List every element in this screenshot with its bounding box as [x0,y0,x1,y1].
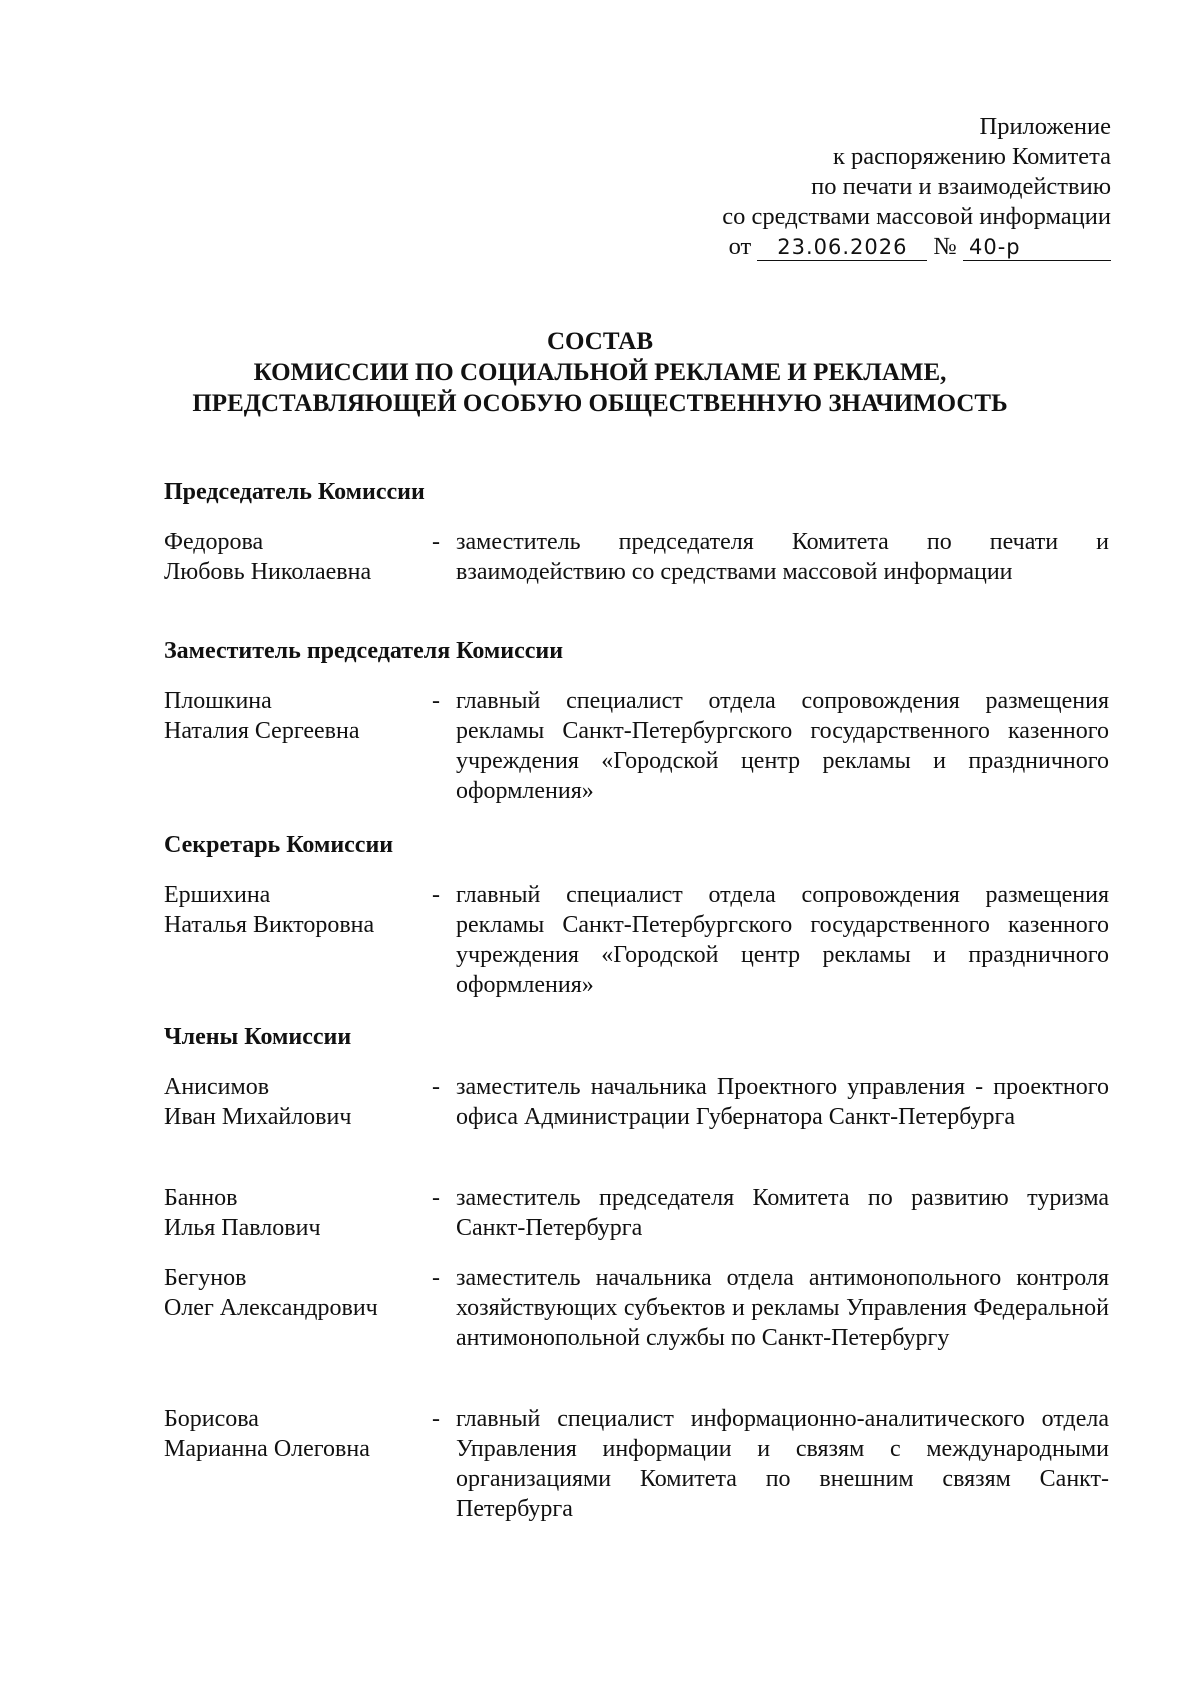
entry-dash: - [432,1185,440,1211]
member-surname: Баннов [164,1185,238,1211]
order-date: 23.06.2026 [757,234,927,261]
member-surname: Плошкина [164,688,272,714]
member-position: главный специалист отдела сопровождения размещения рекламы Санкт-Петербургского государственного казенного учреждения «Городской центр рекламы и праздничного оформления» [456,882,1109,998]
title-line-1: СОСТАВ [546,328,654,355]
appendix-reference-line-3: со средствами массовой информации [722,203,1111,230]
entry-dash: - [432,1265,440,1291]
appendix-label: Приложение [979,113,1111,140]
section-heading-chair: Председатель Комиссии [164,479,425,505]
number-prefix: № [933,233,957,260]
appendix-header [722,112,1111,262]
member-position: заместитель начальника Проектного управления - проектного офиса Администрации Губернатора Санкт-Петербурга [456,1074,1109,1130]
appendix-reference-line-1: к распоряжению Комитета [832,143,1111,170]
entry-dash: - [432,529,440,555]
member-name [164,527,424,587]
member-surname: Анисимов [164,1074,270,1100]
appendix-reference-line-2: по печати и взаимодействию [811,173,1111,200]
member-given-name: Любовь Николаевна [164,559,372,585]
entry-dash: - [432,882,440,908]
order-date-number-line [722,232,1111,262]
member-position: заместитель председателя Комитета по печати и взаимодействию со средствами массовой информации [456,529,1109,585]
member-position: заместитель председателя Комитета по развитию туризма Санкт-Петербурга [456,1185,1109,1241]
section-heading-members: Члены Комиссии [164,1024,352,1050]
member-given-name: Илья Павлович [164,1215,321,1241]
member-position: главный специалист отдела сопровождения размещения рекламы Санкт-Петербургского государственного казенного учреждения «Городской центр рекламы и праздничного оформления» [456,688,1109,804]
section-heading-secretary: Секретарь Комиссии [164,832,394,858]
title-line-2: КОМИССИИ ПО СОЦИАЛЬНОЙ РЕКЛАМЕ И РЕКЛАМЕ, [253,359,947,386]
entry-dash: - [432,1406,440,1432]
member-surname: Ершихина [164,882,271,908]
member-surname: Бегунов [164,1265,247,1291]
document-title [0,326,1200,419]
entry-dash: - [432,1074,440,1100]
member-given-name: Марианна Олеговна [164,1436,370,1462]
member-given-name: Наталья Викторовна [164,912,375,938]
member-name [164,1072,424,1132]
member-name [164,686,424,746]
member-name [164,1183,424,1243]
member-position: заместитель начальника отдела антимонопольного контроля хозяйствующих субъектов и рекламы Управления Федеральной антимонопольной службы по Санкт-Петербургу [456,1265,1109,1351]
title-line-3: ПРЕДСТАВЛЯЮЩЕЙ ОСОБУЮ ОБЩЕСТВЕННУЮ ЗНАЧИМОСТЬ [192,390,1008,417]
member-name [164,880,424,940]
member-name [164,1404,424,1464]
member-surname: Борисова [164,1406,259,1432]
member-given-name: Олег Александрович [164,1295,378,1321]
date-prefix: от [728,233,752,260]
entry-dash: - [432,688,440,714]
member-name [164,1263,424,1323]
order-number: 40-р [963,234,1111,261]
section-heading-vice-chair: Заместитель председателя Комиссии [164,638,564,664]
member-given-name: Иван Михайлович [164,1104,352,1130]
member-given-name: Наталия Сергеевна [164,718,360,744]
member-position: главный специалист информационно-аналитического отдела Управления информации и связям с международными организациями Комитета по внешним связям Санкт-Петербурга [456,1406,1109,1522]
member-surname: Федорова [164,529,264,555]
